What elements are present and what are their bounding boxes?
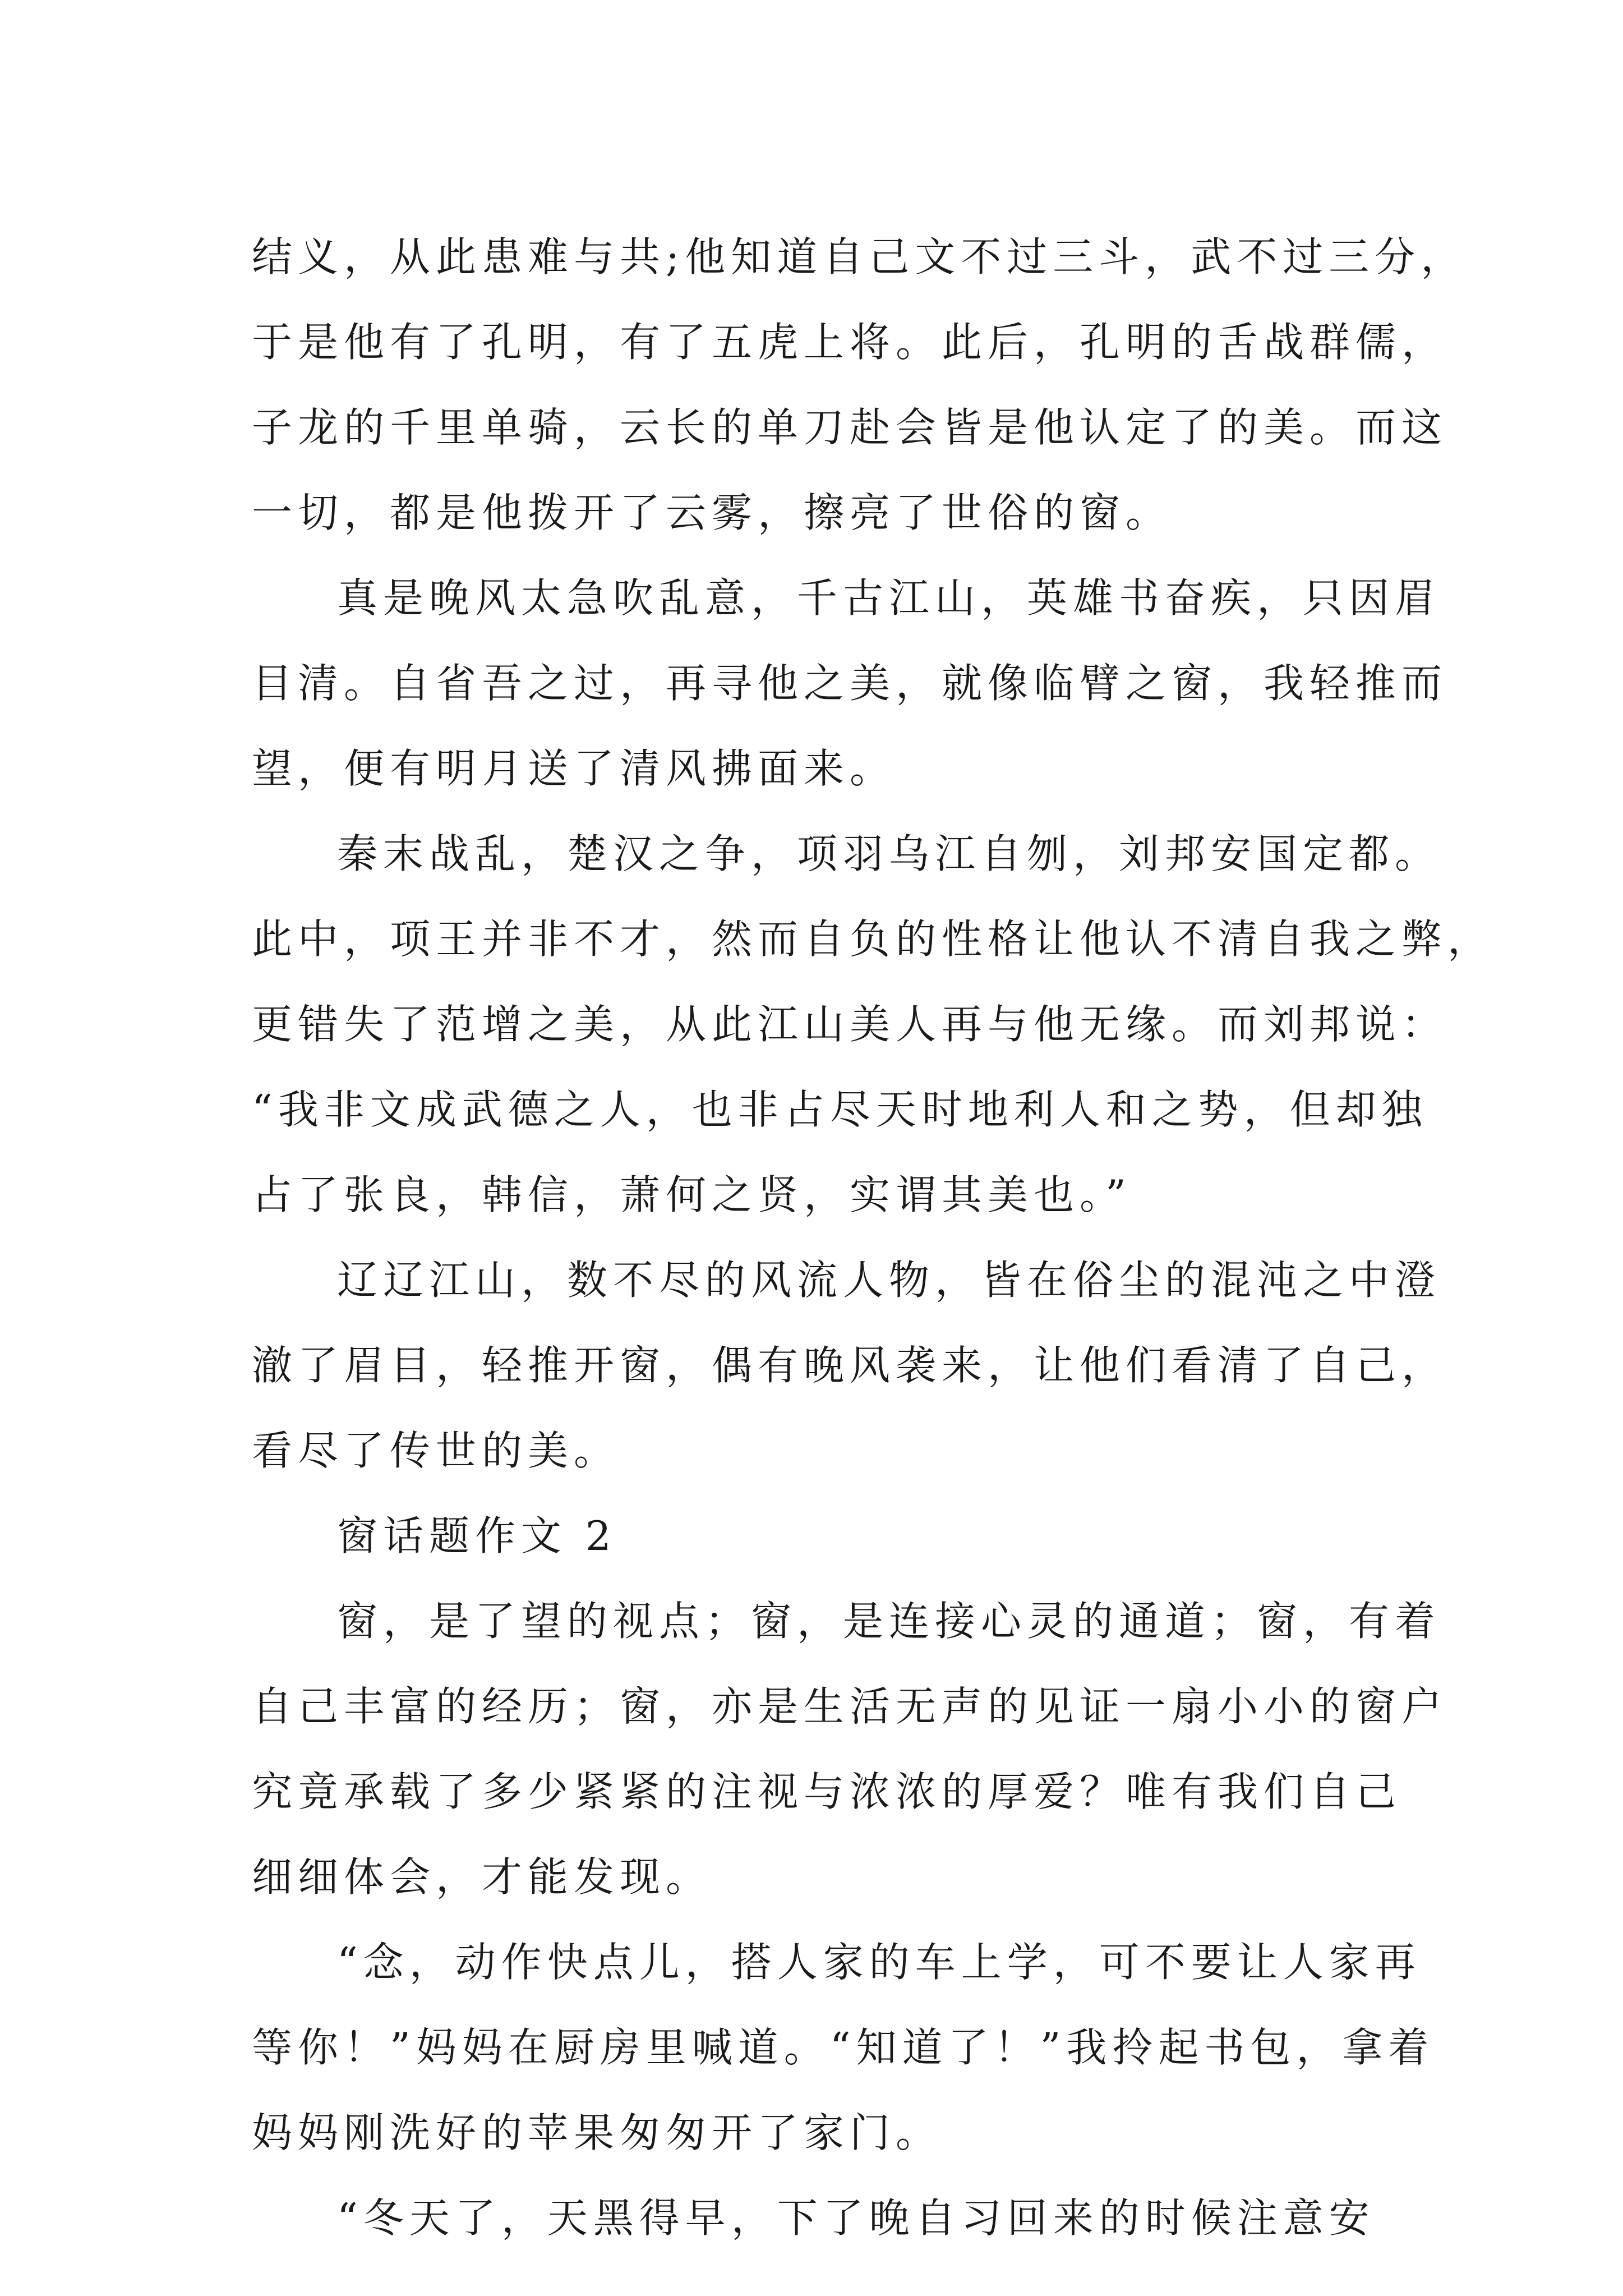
text-line: 等你！”妈妈在厨房里喊道。“知道了！”我拎起书包，拿着 (252, 2024, 1435, 2071)
text-line: 看尽了传世的美。 (252, 1427, 620, 1474)
text-line: 子龙的千里单骑，云长的单刀赴会皆是他认定了的美。而这 (252, 404, 1448, 451)
text-line: 究竟承载了多少紧紧的注视与浓浓的厚爱？唯有我们自己 (252, 1768, 1402, 1815)
section-heading: 窗话题作文 2 (337, 1512, 617, 1559)
text-line: 结义，从此患难与共;他知道自己文不过三斗，武不过三分， (252, 233, 1467, 280)
paragraph-first-line: “冬天了，天黑得早，下了晚自习回来的时候注意安 (337, 2194, 1375, 2242)
text-line: 此中，项王并非不才，然而自负的性格让他认不清自我之弊， (252, 915, 1494, 963)
paragraph-first-line: 真是晚风太急吹乱意，千古江山，英雄书奋疾，只因眉 (337, 574, 1441, 622)
text-line: 一切，都是他拨开了云雾，擦亮了世俗的窗。 (252, 489, 1172, 536)
paragraph-first-line: 窗，是了望的视点；窗，是连接心灵的通道；窗，有着 (337, 1598, 1441, 1645)
text-line: 自己丰富的经历；窗，亦是生活无声的见证一扇小小的窗户 (252, 1683, 1448, 1730)
text-line: 于是他有了孔明，有了五虎上将。此后，孔明的舌战群儒， (252, 319, 1448, 366)
text-line: 细细体会，才能发现。 (252, 1853, 712, 1901)
document-body (252, 214, 1494, 2261)
text-line: 望，便有明月送了清风拂面来。 (252, 745, 896, 792)
text-line: “我非文成武德之人，也非占尽天时地利人和之势，但却独 (252, 1086, 1428, 1133)
text-line: 占了张良，韩信，萧何之贤，实谓其美也。” (252, 1171, 1132, 1218)
text-line: 妈妈刚洗好的苹果匆匆开了家门。 (252, 2109, 942, 2156)
text-line: 澈了眉目，轻推开窗，偶有晚风袭来，让他们看清了自己， (252, 1342, 1448, 1389)
paragraph-first-line: “念，动作快点儿，搭人家的车上学，可不要让人家再 (337, 1939, 1421, 1986)
text-line: 目清。自省吾之过，再寻他之美，就像临臂之窗，我轻推而 (252, 660, 1448, 707)
paragraph-first-line: 辽辽江山，数不尽的风流人物，皆在俗尘的混沌之中澄 (337, 1257, 1441, 1304)
text-line: 更错失了范增之美，从此江山美人再与他无缘。而刘邦说： (252, 1001, 1448, 1048)
paragraph-first-line: 秦末战乱，楚汉之争，项羽乌江自刎，刘邦安国定都。 (337, 830, 1441, 877)
